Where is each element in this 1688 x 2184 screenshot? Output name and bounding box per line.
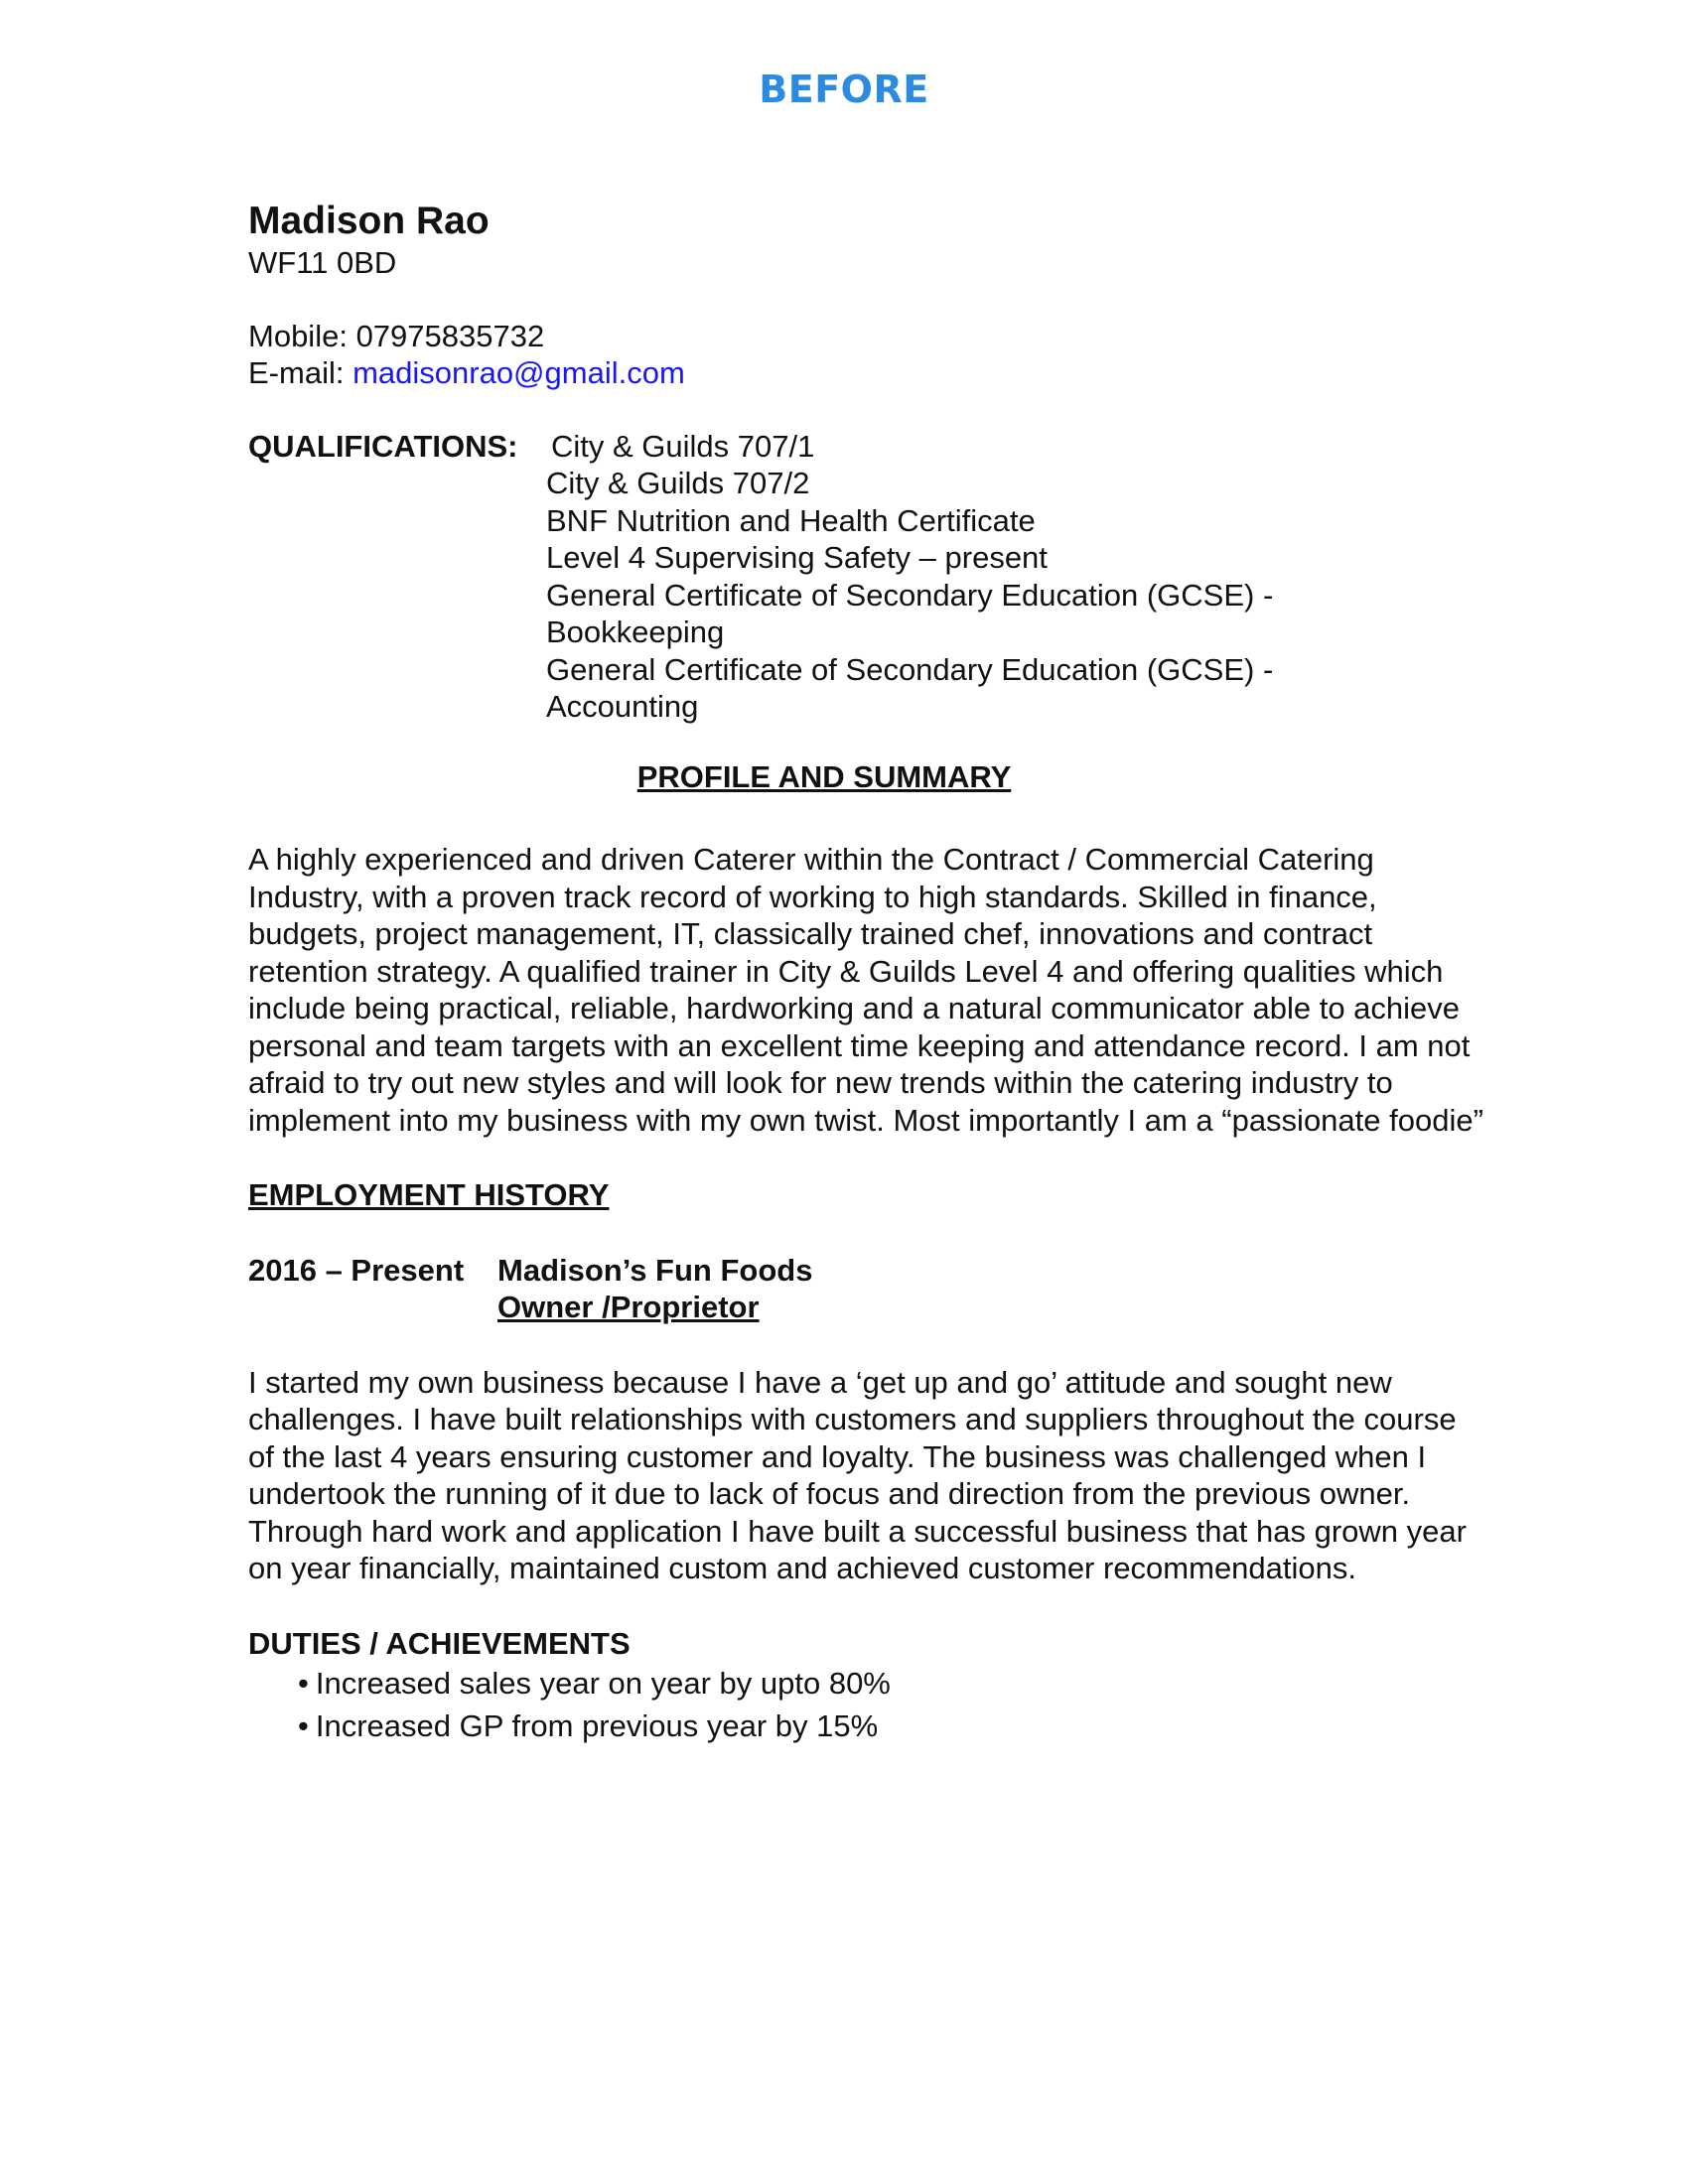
- qualification-item: City & Guilds 707/1: [551, 428, 815, 464]
- job-entry: [248, 1252, 1489, 1326]
- duty-text: Increased GP from previous year by 15%: [315, 1708, 879, 1743]
- qualifications-list: [546, 428, 1400, 726]
- job-description-text: I started my own business because I have a ‘get up and go’ attitude and sought new challenges. I have built relationships with customers and suppliers throughout the course of the last 4 years ensuring customer and loyalty. The business was challenged when I undertook the running of it due to lack of focus and direction from the previous owner. Through hard work and application I have built a successful business that has grown year on year financially, maintained custom and achieved customer recommendations.: [248, 1364, 1467, 1585]
- qualifications-section: [248, 428, 1489, 726]
- profile-text: A highly experienced and driven Caterer within the Contract / Commercial Catering Industry, with a proven track record of working to high standards. Skilled in finance, budgets, project management, IT, classically trained chef, innovations and contract retention strategy. A qualified trainer in City & Guilds Level 4 and offering qualities which include being practical, reliable, hardworking and a natural communicator able to achieve personal and team targets with an excellent time keeping and attendance record. I am not afraid to try out new styles and will look for new trends within the catering industry to implement into my business with my own twist. Most importantly I am a “passionate foodie”: [248, 842, 1483, 1138]
- qualification-item: Level 4 Supervising Safety – present: [546, 540, 1048, 575]
- email-label: E-mail:: [248, 355, 345, 390]
- employment-heading: EMPLOYMENT HISTORY: [248, 1177, 610, 1212]
- candidate-name: Madison Rao: [248, 200, 490, 242]
- duties-list: [248, 1662, 1489, 1747]
- list-item: [298, 1705, 1489, 1747]
- duties-heading: DUTIES / ACHIEVEMENTS: [248, 1625, 631, 1661]
- qualification-item: General Certificate of Secondary Education (GCSE) - Bookkeeping: [546, 577, 1274, 649]
- list-item: [298, 1662, 1489, 1705]
- qualification-item: General Certificate of Secondary Education (GCSE) - Accounting: [546, 651, 1274, 724]
- qualification-item: City & Guilds 707/2: [546, 466, 810, 500]
- qualifications-heading: QUALIFICATIONS:: [248, 428, 518, 464]
- mobile-label: Mobile:: [248, 318, 348, 353]
- job-role: Owner /Proprietor: [497, 1290, 760, 1324]
- job-dates: 2016 – Present: [248, 1252, 465, 1288]
- bullet-icon: •: [298, 1708, 309, 1743]
- job-company: Madison’s Fun Foods: [497, 1252, 813, 1288]
- mobile-number: 07975835732: [355, 318, 545, 353]
- email-link[interactable]: madisonrao@gmail.com: [352, 355, 685, 390]
- profile-heading: PROFILE AND SUMMARY: [636, 758, 1012, 794]
- email-line: [248, 354, 1489, 392]
- mobile-line: [248, 318, 1489, 355]
- resume-document: [248, 199, 1489, 1747]
- job-description: [248, 1364, 1484, 1587]
- qualification-item: BNF Nutrition and Health Certificate: [546, 502, 1036, 538]
- profile-summary: [248, 841, 1484, 1139]
- bullet-icon: •: [298, 1666, 309, 1701]
- before-banner: BEFORE: [759, 68, 929, 111]
- duty-text: Increased sales year on year by upto 80%: [315, 1666, 891, 1701]
- postcode: WF11 0BD: [248, 245, 397, 280]
